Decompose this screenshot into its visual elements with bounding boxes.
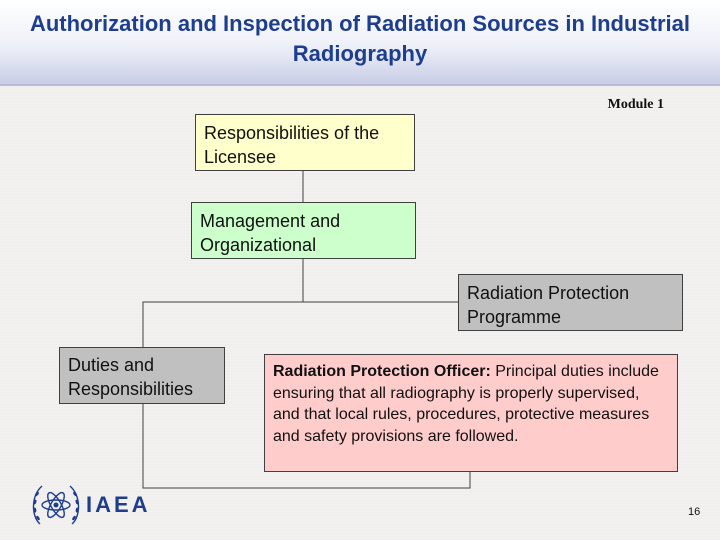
- connector-branch-duties: [143, 302, 303, 347]
- duties-responsibilities-box: Duties and Responsibilities: [59, 347, 225, 404]
- iaea-logo-text: IAEA: [86, 492, 151, 517]
- page-number: 16: [688, 506, 701, 518]
- slide-title: Authorization and Inspection of Radiation Sources in Industrial Radiography: [29, 11, 691, 66]
- radiation-protection-officer-box: [264, 354, 678, 472]
- rpo-description: Principal duties include ensuring that all radiography is properly supervised, and that local rules, procedures, protective measures and safety provisions are followed.: [273, 363, 659, 445]
- radiation-protection-programme-box: Radiation Protection Programme: [458, 274, 683, 331]
- module-label: Module 1: [607, 97, 664, 112]
- rpo-heading: Radiation Protection Officer:: [273, 363, 491, 380]
- licensee-responsibilities-box: Responsibilities of the Licensee: [195, 114, 415, 171]
- iaea-atom-laurel-icon: [28, 480, 84, 530]
- management-organizational-box: Management and Organizational: [191, 202, 416, 259]
